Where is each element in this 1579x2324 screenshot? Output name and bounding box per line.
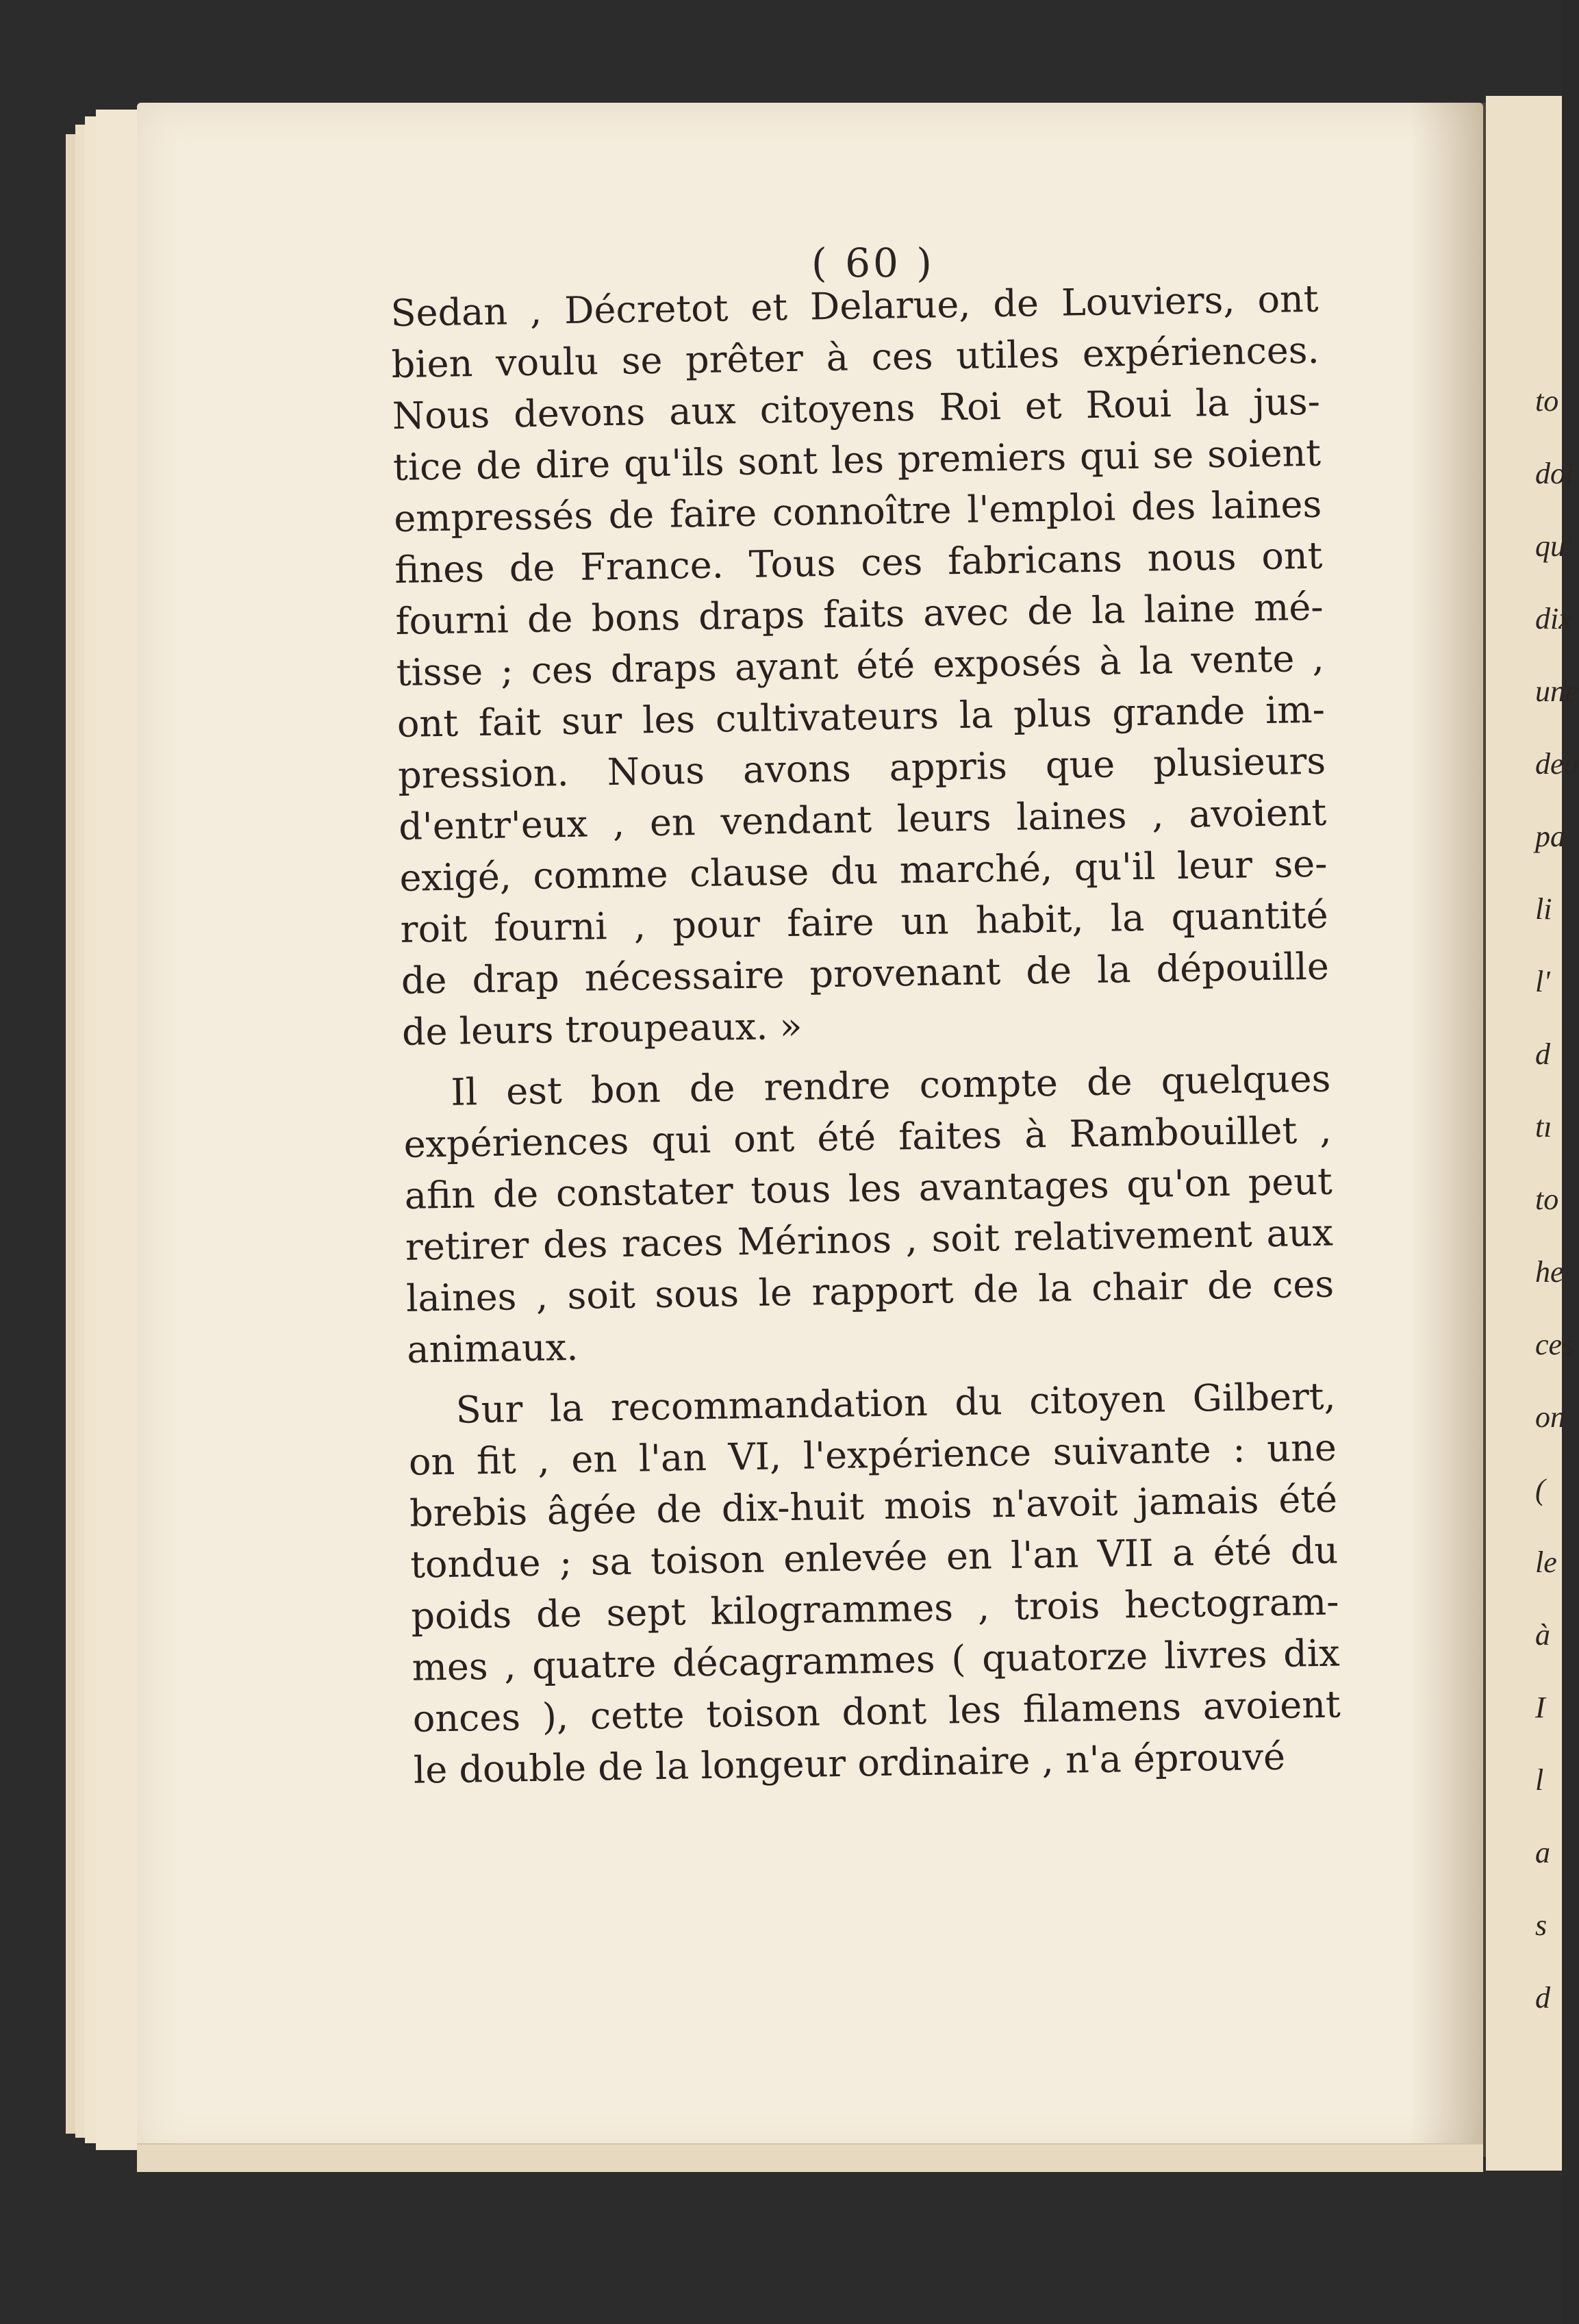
text-line: exigé, comme clause du marché, qu'il leur se- xyxy=(399,842,1328,900)
text-line: fourni de bons draps faits avec de la laine mé- xyxy=(395,585,1324,643)
text-line: afin de constater tous les avantages qu'on peut xyxy=(404,1159,1333,1217)
facing-page-fragment: to xyxy=(1535,384,1559,418)
text-line: mes , quatre décagrammes ( quatorze livres dix xyxy=(412,1631,1340,1689)
page-number: ( 60 ) xyxy=(811,240,935,286)
text-line: tisse ; ces draps ayant été exposés à la vente , xyxy=(396,636,1325,694)
text-line: animaux. xyxy=(406,1325,579,1372)
text-line: tondue ; sa toison enlevée en l'an VII a été du xyxy=(409,1528,1339,1587)
text-line: tice de dire qu'ils sont les premiers qui se soient xyxy=(392,431,1322,489)
facing-page xyxy=(1486,96,1579,2171)
text-line: ont fait sur les cultivateurs la plus grande im- xyxy=(396,687,1326,746)
facing-page-fragment: le xyxy=(1535,1545,1557,1579)
facing-page-fragment: dix xyxy=(1535,602,1572,635)
text-line: le double de la longeur ordinaire , n'a éprouvé xyxy=(413,1734,1286,1792)
text-line: de drap nécessaire provenant de la dépouille xyxy=(401,944,1330,1002)
facing-page-fragment: l xyxy=(1535,1763,1544,1797)
text-line: retirer des races Mérinos , soit relativement aux xyxy=(405,1211,1334,1269)
facing-page-fragment: li xyxy=(1535,892,1552,926)
facing-page-fragment: une xyxy=(1535,674,1579,708)
facing-page-fragment: à xyxy=(1535,1618,1550,1652)
facing-page-fragment: d xyxy=(1535,1037,1550,1071)
text-line: Nous devons aux citoyens Roi et Roui la jus- xyxy=(392,379,1321,438)
facing-page-fragment: to xyxy=(1535,1183,1559,1216)
text-line: poids de sept kilogrammes , trois hectogram- xyxy=(410,1580,1339,1638)
facing-page-fragment: l' xyxy=(1535,965,1550,998)
facing-page-fragment: s xyxy=(1535,1908,1548,1942)
text-line: Il est bon de rendre compte de quelques xyxy=(450,1057,1331,1114)
facing-page-fragment: on xyxy=(1535,1400,1565,1434)
facing-page-fragment: d xyxy=(1535,1981,1550,2014)
text-line: laines , soit sous le rapport de la chair de ces xyxy=(405,1262,1335,1320)
text-line: empressés de faire connoître l'emploi des laines xyxy=(393,482,1322,540)
page-bottom-edge xyxy=(137,2143,1483,2172)
text-line: onces ), cette toison dont les filamens avoient xyxy=(412,1682,1341,1741)
page-gutter xyxy=(1411,103,1486,2157)
facing-page-fragment: deu xyxy=(1535,747,1579,781)
text-line: bien voulu se prêter à ces utiles expériences. xyxy=(391,328,1320,386)
facing-page-fragment: ( xyxy=(1535,1473,1545,1506)
text-line: on fit , en l'an VI, l'expérience suivante : une xyxy=(408,1426,1337,1484)
text-line: Sur la recommandation du citoyen Gilbert, xyxy=(455,1374,1337,1432)
text-line: Sedan , Décretot et Delarue, de Louviers, ont xyxy=(390,277,1319,335)
text-line: pression. Nous avons appris que plusieurs xyxy=(397,739,1326,797)
facing-page-fragment: pa xyxy=(1535,820,1565,853)
text-line: expériences qui ont été faites à Rambouillet , xyxy=(403,1108,1332,1166)
facing-page-fragment: I xyxy=(1535,1691,1545,1724)
text-line: brebis âgée de dix-huit mois n'avoit jamais été xyxy=(409,1477,1338,1535)
facing-page-fragment: ces xyxy=(1535,1328,1574,1361)
text-line: d'entr'eux , en vendant leurs laines , avoient xyxy=(398,790,1327,848)
facing-page-fragment: tı xyxy=(1535,1110,1552,1144)
facing-page-fragment: a xyxy=(1535,1836,1550,1869)
facing-page-fragment: qu' xyxy=(1535,529,1572,563)
text-line: fines de France. Tous ces fabricans nous ont xyxy=(394,533,1323,592)
facing-page-fragment: doi xyxy=(1535,457,1574,490)
text-line: roit fourni , pour faire un habit, la quantité xyxy=(400,893,1329,951)
facing-page-fragment: he xyxy=(1535,1255,1564,1289)
body-text xyxy=(390,273,1341,1796)
text-line: de leurs troupeaux. » xyxy=(401,1004,803,1054)
